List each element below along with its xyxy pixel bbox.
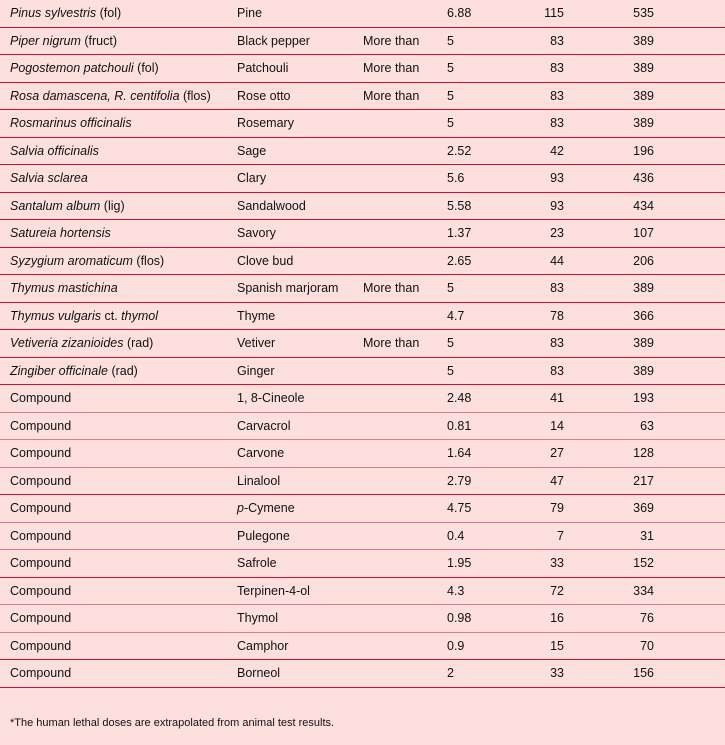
value-3: 434	[633, 198, 654, 213]
value-3: 389	[633, 336, 654, 350]
table-row	[0, 165, 725, 193]
compound-label: Compound	[10, 556, 72, 570]
value-1: 5.6	[447, 171, 465, 185]
value-1: 5	[447, 363, 454, 378]
table-row	[0, 28, 725, 56]
compound-label: Compound	[10, 528, 72, 543]
value-3: 389	[633, 33, 654, 48]
value-3: 436	[633, 171, 654, 185]
scientific-name: Satureia hortensis	[10, 226, 111, 240]
table-row	[0, 110, 725, 138]
scientific-name: Rosa damascena, R. centifolia (flos)	[10, 88, 211, 103]
value-2: 27	[550, 446, 564, 460]
compound-label: Compound	[10, 418, 72, 433]
value-3: 369	[633, 501, 654, 515]
value-1: 5	[447, 336, 454, 350]
compound-name: Terpinen-4-ol	[237, 583, 310, 598]
value-1: 1.37	[447, 226, 472, 240]
common-name: Vetiver	[237, 336, 276, 350]
table-row	[0, 275, 725, 303]
common-name: Rosemary	[237, 116, 294, 130]
common-name: Ginger	[237, 363, 275, 378]
compound-label: Compound	[10, 501, 72, 515]
compound-label: Compound	[10, 473, 72, 488]
scientific-name: Pogostemon patchouli (fol)	[10, 61, 159, 75]
value-2: 33	[550, 556, 564, 570]
footnote: *The human lethal doses are extrapolated from animal test results.	[10, 717, 335, 729]
compound-name: p-Cymene	[237, 501, 295, 515]
value-1: 5	[447, 33, 454, 48]
value-1: 1.95	[447, 556, 472, 570]
value-3: 107	[633, 226, 654, 240]
value-2: 83	[550, 61, 564, 75]
compound-label: Compound	[10, 391, 72, 405]
table-row	[0, 633, 725, 661]
value-3: 389	[633, 363, 654, 378]
value-1: 4.3	[447, 583, 465, 598]
table-row	[0, 413, 725, 441]
table-row	[0, 550, 725, 578]
value-1: 2.79	[447, 473, 472, 488]
value-3: 128	[633, 446, 654, 460]
value-3: 156	[633, 666, 654, 680]
value-3: 31	[640, 528, 654, 543]
value-1: 0.9	[447, 638, 465, 653]
value-3: 217	[633, 473, 654, 488]
value-3: 389	[633, 61, 654, 75]
table-row	[0, 220, 725, 248]
table-row	[0, 358, 725, 386]
common-name: Spanish marjoram	[237, 281, 339, 295]
table-row	[0, 523, 725, 551]
value-1: 2.65	[447, 253, 472, 268]
value-2: 15	[550, 638, 564, 653]
table-row	[0, 83, 725, 111]
value-1: 6.88	[447, 6, 472, 20]
qualifier: More than	[363, 61, 420, 75]
scientific-name: Salvia sclarea	[10, 171, 88, 185]
value-1: 0.98	[447, 611, 472, 625]
value-2: 16	[550, 611, 564, 625]
compound-label: Compound	[10, 583, 72, 598]
scientific-name: Zingiber officinale (rad)	[10, 363, 138, 378]
qualifier: More than	[363, 88, 420, 103]
scientific-name: Thymus mastichina	[10, 281, 118, 295]
table-row	[0, 330, 725, 358]
value-3: 63	[640, 418, 654, 433]
compound-name: Carvone	[237, 446, 285, 460]
value-2: 44	[550, 253, 564, 268]
value-1: 1.64	[447, 446, 472, 460]
compound-label: Compound	[10, 611, 72, 625]
table-row	[0, 248, 725, 276]
value-1: 0.4	[447, 528, 465, 543]
qualifier: More than	[363, 33, 420, 48]
scientific-name: Thymus vulgaris ct. thymol	[10, 308, 158, 323]
compound-name: Thymol	[237, 611, 278, 625]
value-3: 76	[640, 611, 654, 625]
value-2: 41	[550, 391, 564, 405]
value-2: 83	[550, 336, 564, 350]
table-row	[0, 495, 725, 523]
table-row	[0, 0, 725, 28]
value-1: 5	[447, 61, 454, 75]
value-2: 83	[550, 281, 564, 295]
value-1: 0.81	[447, 418, 472, 433]
common-name: Thyme	[237, 308, 276, 323]
compound-name: Safrole	[237, 556, 277, 570]
value-2: 115	[544, 6, 564, 20]
value-2: 83	[550, 363, 564, 378]
common-name: Pine	[237, 6, 263, 20]
table-row	[0, 440, 725, 468]
value-1: 2.48	[447, 391, 472, 405]
compound-name: 1, 8-Cineole	[237, 391, 305, 405]
table-row	[0, 468, 725, 496]
value-3: 334	[633, 583, 654, 598]
table-row	[0, 55, 725, 83]
common-name: Clove bud	[237, 253, 294, 268]
value-3: 70	[640, 638, 654, 653]
table-row	[0, 578, 725, 606]
value-1: 4.75	[447, 501, 472, 515]
table-row	[0, 385, 725, 413]
value-2: 83	[550, 116, 564, 130]
value-2: 42	[550, 143, 564, 158]
value-2: 23	[550, 226, 564, 240]
compound-label: Compound	[10, 666, 72, 680]
value-2: 79	[550, 501, 564, 515]
value-2: 14	[550, 418, 564, 433]
table-row	[0, 303, 725, 331]
compound-name: Carvacrol	[237, 418, 291, 433]
value-3: 196	[633, 143, 654, 158]
table-row	[0, 138, 725, 166]
value-1: 5.58	[447, 198, 472, 213]
qualifier: More than	[363, 336, 420, 350]
common-name: Patchouli	[237, 61, 289, 75]
common-name: Clary	[237, 171, 267, 185]
value-1: 5	[447, 281, 454, 295]
scientific-name: Santalum album (lig)	[10, 198, 125, 213]
value-2: 47	[550, 473, 564, 488]
value-3: 389	[633, 116, 654, 130]
common-name: Sage	[237, 143, 267, 158]
common-name: Savory	[237, 226, 276, 240]
value-2: 78	[550, 308, 564, 323]
value-3: 206	[633, 253, 654, 268]
value-2: 72	[550, 583, 564, 598]
compound-name: Camphor	[237, 638, 289, 653]
table-row	[0, 193, 725, 221]
value-1: 5	[447, 88, 454, 103]
compound-name: Linalool	[237, 473, 281, 488]
qualifier: More than	[363, 281, 420, 295]
value-3: 389	[633, 281, 654, 295]
value-3: 193	[633, 391, 654, 405]
table-row	[0, 605, 725, 633]
value-2: 93	[550, 198, 564, 213]
value-2: 93	[550, 171, 564, 185]
value-3: 152	[633, 556, 654, 570]
common-name: Rose otto	[237, 88, 291, 103]
scientific-name: Pinus sylvestris (fol)	[10, 6, 122, 20]
scientific-name: Syzygium aromaticum (flos)	[10, 253, 165, 268]
compound-label: Compound	[10, 446, 72, 460]
scientific-name: Salvia officinalis	[10, 143, 99, 158]
value-2: 33	[550, 666, 564, 680]
common-name: Sandalwood	[237, 198, 306, 213]
value-1: 2	[447, 666, 454, 680]
scientific-name: Piper nigrum (fruct)	[10, 33, 117, 48]
value-3: 366	[633, 308, 654, 323]
value-2: 83	[550, 88, 564, 103]
value-2: 7	[557, 528, 564, 543]
compound-name: Borneol	[237, 666, 281, 680]
value-1: 2.52	[447, 143, 472, 158]
scientific-name: Rosmarinus officinalis	[10, 116, 132, 130]
compound-name: Pulegone	[237, 528, 290, 543]
value-1: 5	[447, 116, 454, 130]
compound-label: Compound	[10, 638, 72, 653]
value-3: 389	[633, 88, 654, 103]
table-row	[0, 660, 725, 688]
common-name: Black pepper	[237, 33, 310, 48]
value-3: 535	[633, 6, 654, 20]
scientific-name: Vetiveria zizanioides (rad)	[10, 336, 154, 350]
value-1: 4.7	[447, 308, 465, 323]
value-2: 83	[550, 33, 564, 48]
